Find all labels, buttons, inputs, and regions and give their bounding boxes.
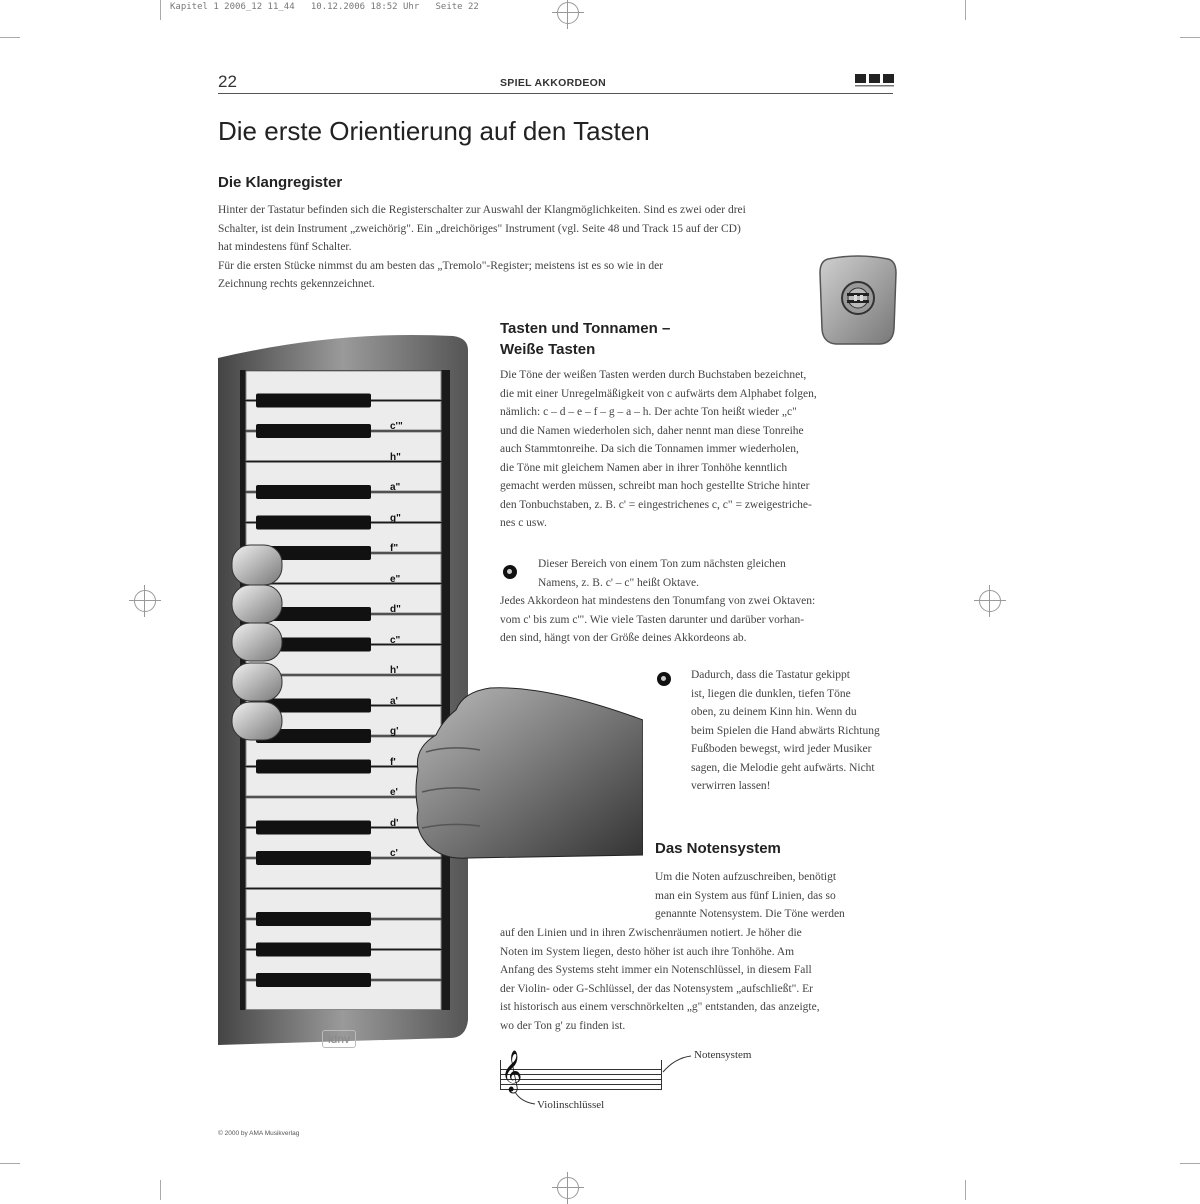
watermark: idnv [322,1030,356,1048]
text-line: Schalter, ist dein Instrument „zweichörig". Ein „dreichöriges" Instrument (vgl. Seite 48 und Track 15 auf der CD) [218,222,741,235]
key-name-label: h' [390,665,399,676]
text-line: Noten im System liegen, desto höher ist auch ihre Tonhöhe. Am [500,945,795,958]
key-name-label: g' [390,726,399,737]
text-line: Jedes Akkordeon hat mindestens den Tonumfang von zwei Oktaven: [500,595,816,607]
treble-clef-icon: 𝄞 [501,1051,523,1092]
crop-mark [160,0,161,20]
black-key [256,485,371,499]
section-heading-tasten [500,318,670,360]
black-key [256,912,371,926]
text-line: den sind, hängt von der Größe deines Akkordeons ab. [500,632,747,644]
black-key [256,973,371,987]
running-title: SPIEL AKKORDEON [500,77,607,89]
staff-paragraph-wide [500,924,900,1035]
section-heading-klangregister: Die Klangregister [218,174,343,191]
crop-mark [1180,1163,1200,1164]
key-name-label: f' [390,756,396,768]
black-key [256,943,371,957]
text-line: wo der Ton g' zu finden ist. [500,1019,626,1032]
text-line: nämlich: c – d – e – f – g – a – h. Der achte Ton heißt wieder „c" [500,406,797,418]
text-line: auf den Linien und in ihren Zwischenräumen notiert. Je höher die [500,927,802,939]
crop-mark [1180,37,1200,38]
text-line: Anfang des Systems steht immer ein Notenschlüssel, in diesem Fall [500,964,812,976]
text-line: die Töne mit gleichem Namen aber in ihrer Tonhöhe kenntlich [500,461,788,474]
black-key [256,516,371,530]
text-line: oben, zu deinem Kinn hin. Wenn du [691,706,857,718]
key-name-label: e" [390,573,401,585]
text-line: gemacht werden müssen, schreibt man hoch gestellte Striche hinter [500,480,810,492]
registration-mark [979,590,1001,612]
text-line: ist historisch aus einem verschnörkelten „g" entstanden, das anzeigte, [500,1001,820,1013]
key-name-label: c' [390,848,398,859]
key-name-label: g" [390,512,401,524]
black-key [256,424,371,438]
page-number: 22 [218,72,237,91]
heading-line: Weiße Tasten [500,341,596,358]
keys-paragraph [500,366,900,533]
text-line: man ein System aus fünf Linien, das so [655,889,836,902]
black-key [256,821,371,835]
text-line: den Tonbuchstaben, z. B. c' = eingestrichenes c, c" = zweigestriche- [500,498,812,511]
text-line: auch Stammtonreihe. Da sich die Tonnamen immer wiederholen, [500,443,799,455]
tilt-note [655,666,900,796]
crop-mark [0,1163,20,1164]
text-line: nes c usw. [500,517,547,529]
text-line: und die Namen wiederholen sich, daher nennt man diese Tonreihe [500,424,804,437]
clef-label: Violinschlüssel [537,1099,605,1111]
octave-note [500,555,900,648]
key-name-label: a' [390,695,398,707]
crop-mark [965,0,966,20]
registration-mark [557,1177,579,1199]
crop-mark [0,37,20,38]
text-line: Hinter der Tastatur befinden sich die Registerschalter zur Auswahl der Klangmöglichkeiten. Sind es zwei oder drei [218,204,746,216]
publisher-logo [855,74,895,88]
text-line: Die Töne der weißen Tasten werden durch Buchstaben bezeichnet, [500,369,807,381]
registration-mark [557,2,579,24]
text-line: Fußboden bewegst, wird jeder Musiker [691,743,872,755]
text-line: Dadurch, dass die Tastatur gekippt [691,669,850,681]
text-line: beim Spielen die Hand abwärts Richtung [691,724,880,737]
tremolo-register-switch-illustration [818,253,898,347]
text-line: Um die Noten aufzuschreiben, benötigt [655,871,837,883]
key-name-label: d' [390,817,399,829]
text-line: ist, liegen die dunklen, tiefen Töne [691,687,851,700]
staff-label: Notensystem [694,1049,752,1061]
register-paragraph [218,201,898,294]
black-key [256,760,371,774]
key-name-label: c'" [390,421,403,432]
header-rule [218,93,893,94]
key-name-label: d" [390,604,401,615]
section-heading-notensystem: Das Notensystem [655,840,781,857]
key-name-label: f" [390,543,399,554]
text-line: hat mindestens fünf Schalter. [218,241,352,253]
text-line: Namens, z. B. c' – c" heißt Oktave. [538,576,700,589]
text-line: der Violin- oder G-Schlüssel, der das Notensystem „aufschließt". Er [500,982,813,995]
text-line: verwirren lassen! [691,780,771,792]
page-title: Die erste Orientierung auf den Tasten [218,116,650,146]
registration-mark [134,590,156,612]
text-line: Dieser Bereich von einem Ton zum nächsten gleichen [538,558,786,570]
black-key [256,851,371,865]
heading-line: Tasten und Tonnamen – [500,320,671,337]
text-line: sagen, die Melodie geht aufwärts. Nicht [691,761,875,774]
black-key [256,394,371,408]
print-slug: Kapitel 1 2006_12 11_44 10.12.2006 18:52 Uhr Seite 22 [170,2,479,12]
key-name-label: e' [390,787,398,798]
key-name-label: c" [390,634,401,646]
text-line: Zeichnung rechts gekennzeichnet. [218,278,375,290]
text-line: die mit einer Unregelmäßigkeit von c aufwärts dem Alphabet folgen, [500,387,817,400]
copyright-footer: © 2000 by AMA Musikverlag [218,1130,300,1137]
crop-mark [965,1180,966,1200]
text-line: genannte Notensystem. Die Töne werden [655,908,845,920]
staff-paragraph-narrow [655,868,900,924]
text-line: vom c' bis zum c'". Wie viele Tasten darunter und darüber vorhan- [500,613,805,626]
key-name-label: h" [390,451,401,463]
crop-mark [160,1180,161,1200]
text-line: Für die ersten Stücke nimmst du am besten das „Tremolo"-Register; meistens ist es so wie in der [218,259,664,272]
key-name-label: a" [390,482,401,493]
